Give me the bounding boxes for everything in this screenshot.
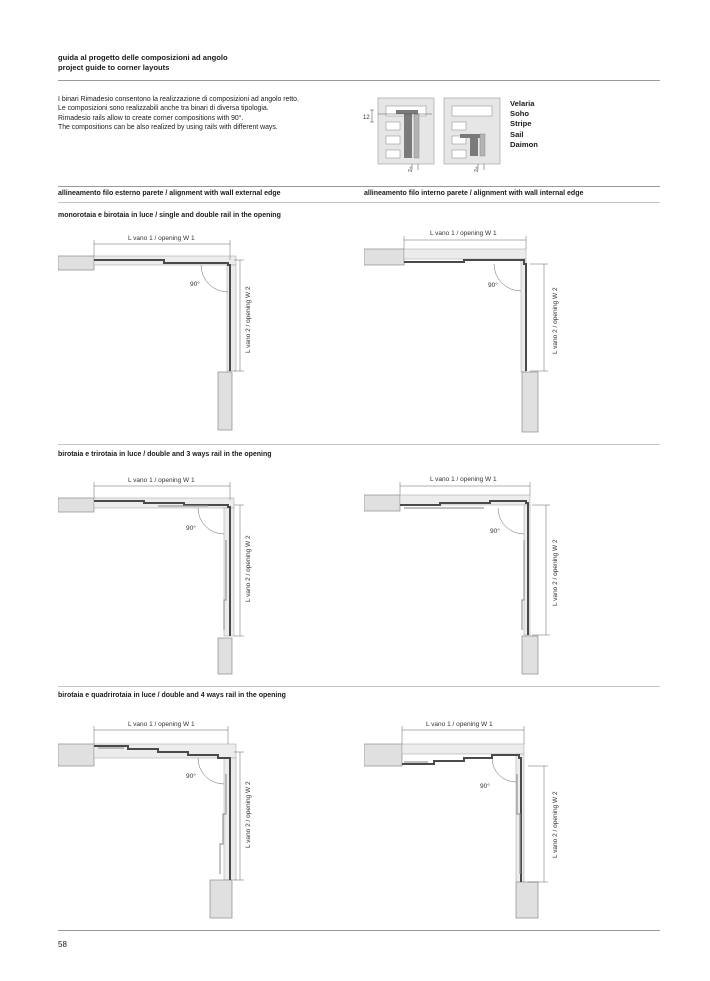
model-list (510, 99, 538, 150)
intro-en-line2: The compositions can be also realized by using rails with different ways. (58, 123, 278, 131)
intro-text (58, 96, 358, 132)
angle-label: 90° (190, 281, 200, 288)
dim-12-label: 12 (363, 115, 370, 121)
angle-label: 90° (490, 528, 500, 535)
opening-w1-label: L vano 1 / opening W 1 (430, 476, 497, 483)
opening-w1-label: L vano 1 / opening W 1 (430, 230, 497, 237)
opening-w2-label: L vano 2 / opening W 2 (245, 286, 252, 353)
model-name: Stripe (510, 119, 532, 129)
opening-w1-label: L vano 1 / opening W 1 (128, 477, 195, 484)
corner-diagram-2-external (58, 470, 258, 680)
angle-label: 90° (480, 783, 490, 790)
model-name: Sail (510, 129, 524, 139)
opening-w1-label: L vano 1 / opening W 1 (426, 721, 493, 728)
opening-w2-label: L vano 2 / opening W 2 (245, 535, 252, 602)
dim-right-label: 2÷ (474, 166, 480, 172)
intro-en-line1: Rimadesio rails allow to create corner compositions with 90°. (58, 115, 244, 123)
section-title-1: monorotaia e birotaia in luce / single and double rail in the opening (58, 212, 281, 219)
dim-left-label: 2÷ (408, 166, 414, 172)
columns-top-rule (58, 186, 660, 187)
model-name: Soho (510, 109, 529, 119)
section-title-2: birotaia e trirotaia in luce / double and 3 ways rail in the opening (58, 451, 272, 458)
opening-w1-label: L vano 1 / opening W 1 (128, 235, 195, 242)
section-title-3: birotaia e quadrirotaia in luce / double and 4 ways rail in the opening (58, 692, 286, 699)
angle-label: 90° (488, 282, 498, 289)
opening-w2-label: L vano 2 / opening W 2 (552, 539, 559, 606)
header-rule (58, 80, 660, 81)
corner-diagram-3-external (58, 714, 258, 922)
header-title-en: project guide to corner layouts (58, 63, 170, 72)
corner-diagram-1-internal (364, 224, 574, 436)
corner-diagram-1-external (58, 228, 258, 433)
footer-rule (58, 930, 660, 931)
model-name: Velaria (510, 99, 535, 108)
rail-detail-drawing (362, 92, 508, 172)
opening-w2-label: L vano 2 / opening W 2 (552, 287, 559, 354)
header-title-it: guida al progetto delle composizioni ad angolo (58, 53, 228, 62)
corner-diagram-2-internal (364, 470, 574, 680)
intro-it-line1: I binari Rimadesio consentono la realizzazione di composizioni ad angolo retto. (58, 96, 299, 103)
section-rule-2 (58, 444, 660, 445)
opening-w1-label: L vano 1 / opening W 1 (128, 721, 195, 728)
section-rule-3 (58, 686, 660, 687)
corner-diagram-3-internal (364, 714, 574, 922)
model-name: Daimon (510, 139, 538, 149)
angle-label: 90° (186, 525, 196, 532)
page-header (58, 53, 228, 73)
columns-bottom-rule (58, 202, 660, 203)
angle-label: 90° (186, 773, 196, 780)
opening-w2-label: L vano 2 / opening W 2 (245, 781, 252, 848)
column-head-external: allineamento filo esterno parete / alignment with wall external edge (58, 190, 281, 197)
page-number: 58 (58, 940, 67, 949)
intro-it-line2: Le composizioni sono realizzabili anche tra binari di diversa tipologia. (58, 104, 269, 112)
opening-w2-label: L vano 2 / opening W 2 (552, 791, 559, 858)
column-head-internal: allineamento filo interno parete / alignment with wall internal edge (364, 190, 584, 197)
